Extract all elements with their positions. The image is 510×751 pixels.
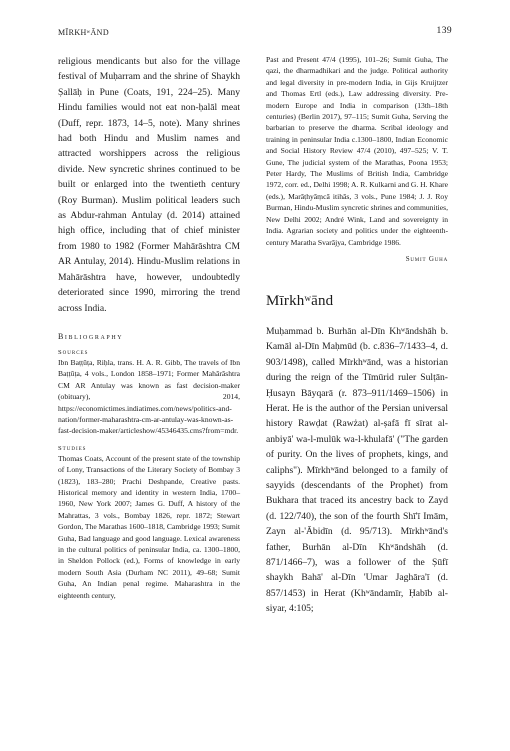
studies-text: Thomas Coats, Account of the present state of the township of Lony, Transactions of the Literary Society of Bombay 3 (1823), 183–280; Prachi Deshpande, Creative pasts. Historical memory and identity in western India, 1700–1960, New York 2007; James G. Duff, A history of the Mahrattas, 3 vols., Bombay 1826, repr. 1872; Stewart Gordon, The Marathas 1600–1818, Cambridge 1993; Sumit Guha, Bad language and good language. Lexical awareness in the cultural politics of peninsular India, ca. 1300–1800, in Sheldon Pollock (ed.), Forms of knowledge in early modern South Asia (Durham NC 2011), 49–68; Sumit Guha, An Indian penal regime. Maharashtra in the eighteenth century, [58,453,240,600]
right-column [266,54,448,617]
continuation-text: Past and Present 47/4 (1995), 101–26; Sumit Guha, The qazi, the dharmadhikari and the judge. Political authority and legal diversity in pre-modern India, in Gijs Kruijtzer and Thomas Ertl (eds.), Law addressing diversity. Pre-modern Europe and India in comparison (13th–18th centuries) (Berlin 2017), 97–115; Sumit Guha, Serving the barbarian to preserve the dharma. Scribal ideology and training in peninsular India c.1300–1800, Indian Economic and Social History Review 47/4 (2010), 497–525; V. T. Gune, The judicial system of the Marathas, Poona 1953; Peter Hardy, The Muslims of British India, Cambridge 1972, corr. ed., Delhi 1998; A. R. Kulkarni and G. H. Khare (eds.), Marāṭhyāṃcā itihās, 3 vols., Pune 1984; J. J. Roy Burman, Hindu-Muslim syncretic shrines and communities, New Delhi 2002; André Wink, Land and sovereignty in India. Agrarian society and politics under the eighteenth-century Maratha Svarājya, Cambridge 1986. [266,55,449,247]
body-paragraph: religious mendicants but also for the village festival of Muḥarram and the shrine of Shaykh Ṣallāḥ in Pune (Coats, 191, 224–25). Many Hindu families would not eat non-ḥalāl meat (Duff, repr. 1873, 14–5, note). Many shrines had both Hindu and Muslim names and attracted worshippers across the religious divide. New syncretic shrines continued to be built or enlarged into the twentieth century (Roy Burman). Muslim political leaders such as Abdur-rahman Antulay (d. 2014) attained high office, including that of chief minister from 1980 to 1982 (Former Mahārāshtra CM AR Antulay, 2014). Hindu-Muslim relations in Mahārāshtra have, however, undoubtedly deteriorated since 1990, mirroring the trend across India. [58,56,240,314]
entry-text: Muḥammad b. Burhān al-Dīn Khʷāndshāh b. Kamāl al-Dīn Maḥmūd (b. c.836–7/1433–4, d. 903/1498), called Mīrkhʷānd, was a historian during the reign of the Tīmūrid ruler Sulṭān-Ḥusayn Bāyqarā (r. 873–911/1469–1506) in Herat. He is the author of the Persian universal history Rawḍat (Rawżat) al-ṣafā fī sīrat al-anbiyā' wa-l-mulūk wa-l-khulafā' ("The garden of purity. On the lives of prophets, kings, and caliphs"). Mīrkhʷānd belonged to a family of sayyids (descendants of the Prophet) from Bukhara that traced its ancestry back to Zayd (d. 122/740), the son of the fourth Shī'ī Imām, Zayn al-'Ābidīn (d. 95/713). Mīrkhʷānd's father, Burhān al-Dīn Khʷāndshāh (d. 871/1466–7), was a follower of the Ṣūfī shaykh Bahā' al-Dīn 'Umar Jaghāra'ī (d. 857/1453) in Herat (Khʷāndamīr, Ḥabīb al-siyar, 4:105; [266,325,448,615]
sources-text: Ibn Baṭṭūṭa, Riḥla, trans. H. A. R. Gibb, The travels of Ibn Baṭṭūṭa, 4 vols., London 1858–1971; Former Mahārāshtra CM AR Antulay was known as fast decision-maker (obituary), 2014, https://economictimes.indiatimes.com/news/politics-and-nation/former-maharashtra-cm-ar-antulay-was-known-as-fast-decision-maker/articleshow/45346435.cms?from=mdr. [58,357,240,436]
page-number: 139 [436,26,452,36]
running-head [58,26,452,40]
bibliography-heading: Bibliography [58,331,124,341]
left-column [58,54,240,601]
author-signature: Sumit Guha [405,254,448,263]
sources-heading: Sources [58,348,89,356]
running-head-title: MĪRKHʷĀND [58,28,110,37]
entry-title: Mīrkhʷānd [266,292,334,309]
studies-heading: Studies [58,444,87,452]
